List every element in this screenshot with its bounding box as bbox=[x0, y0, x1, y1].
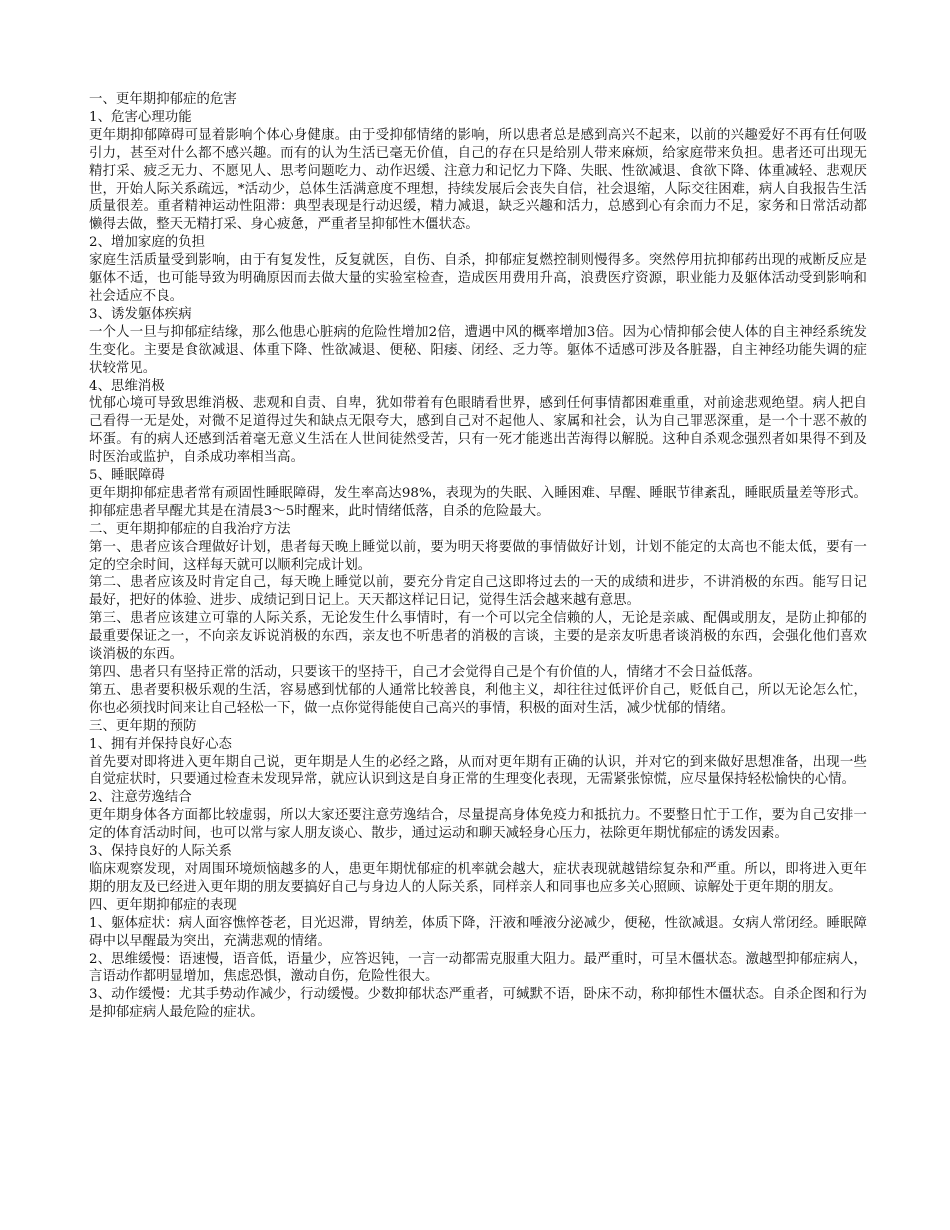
subsection-heading: 5、睡眠障碍 bbox=[89, 468, 165, 484]
paragraph: 3、动作缓慢：尤其手势动作减少，行动缓慢。少数抑郁状态严重者，可缄默不语，卧床不动，称抑郁性木僵状态。自杀企图和行为是抑郁症病人最危险的症状。 bbox=[89, 987, 867, 1021]
paragraph: 忧郁心境可导致思维消极、悲观和自责、自卑，犹如带着有色眼睛看世界，感到任何事情都困难重重，对前途悲观绝望。病人把自己看得一无是处，对微不足道得过失和缺点无限夸大，感到自己对不起他人、家属和社会，认为自己罪恶深重，是一个十恶不赦的坏蛋。有的病人还感到活着毫无意义生活在人世间徒然受苦，只有一死才能逃出苦海得以解脱。这种自杀观念强烈者如果得不到及时医治或监护，自杀成功率相当高。 bbox=[89, 396, 867, 466]
section-heading: 三、更年期的预防 bbox=[89, 718, 197, 734]
paragraph: 第一、患者应该合理做好计划，患者每天晚上睡觉以前，要为明天将要做的事情做好计划，计划不能定的太高也不能太低，要有一定的空余时间，这样每天就可以顺利完成计划。 bbox=[89, 539, 867, 573]
paragraph: 第四、患者只有坚持正常的活动，只要该干的坚持干，自己才会觉得自己是个有价值的人，情绪才不会日益低落。 bbox=[89, 665, 762, 680]
paragraph: 1、躯体症状：病人面容憔悴苍老，目光迟滞，胃纳差，体质下降，汗液和唾液分泌减少，便秘，性欲减退。女病人常闭经。睡眠障碍中以早醒最为突出，充满悲观的情绪。 bbox=[89, 915, 867, 949]
paragraph: 一个人一旦与抑郁症结缘，那么他患心脏病的危险性增加2倍，遭遇中风的概率增加3倍。因为心情抑郁会使人体的自主神经系统发生变化。主要是食欲减退、体重下降、性欲减退、便秘、阳痿、闭经、乏力等。躯体不适感可涉及各脏器，自主神经功能失调的症状较常见。 bbox=[89, 324, 867, 376]
subsection-heading: 1、危害心理功能 bbox=[89, 109, 192, 125]
paragraph: 更年期抑郁症患者常有顽固性睡眠障碍，发生率高达98%，表现为的失眠、入睡困难、早醒、睡眠节律紊乱，睡眠质量差等形式。抑郁症患者早醒尤其是在清晨3～5时醒来，此时情绪低落，自杀的危险最大。 bbox=[89, 485, 867, 519]
paragraph: 更年期身体各方面都比较虚弱，所以大家还要注意劳逸结合，尽量提高身体免疫力和抵抗力。不要整日忙于工作，要为自己安排一定的体育活动时间，也可以常与家人朋友谈心、散步，通过运动和聊天减轻身心压力，祛除更年期忧郁症的诱发因素。 bbox=[89, 808, 867, 842]
paragraph: 2、思维缓慢：语速慢，语音低，语量少，应答迟钝，一言一动都需克服重大阻力。最严重时，可呈木僵状态。激越型抑郁症病人，言语动作都明显增加，焦虑恐惧，激动自伤，危险性很大。 bbox=[89, 951, 867, 985]
section-heading: 二、更年期抑郁症的自我治疗方法 bbox=[89, 521, 291, 537]
section-heading: 一、更年期抑郁症的危害 bbox=[89, 92, 237, 107]
subsection-heading: 2、注意劳逸结合 bbox=[89, 790, 192, 806]
paragraph: 临床观察发现，对周围环境烦恼越多的人，患更年期忧郁症的机率就会越大，症状表现就越错综复杂和严重。所以，即将进入更年期的朋友及已经进入更年期的朋友要搞好自己与身边人的人际关系，同样亲人和同事也应多关心照顾、谅解处于更年期的朋友。 bbox=[89, 861, 867, 895]
subsection-heading: 2、增加家庭的负担 bbox=[89, 235, 206, 251]
paragraph: 家庭生活质量受到影响，由于有复发性，反复就医，自伤、自杀，抑郁症复燃控制则慢得多。突然停用抗抑郁药出现的戒断反应是躯体不适，也可能导致为明确原因而去做大量的实验室检查，造成医用费用升高，浪费医疗资源，职业能力及躯体活动受到影响和社会适应不良。 bbox=[89, 253, 867, 304]
subsection-heading: 3、保持良好的人际关系 bbox=[89, 844, 232, 860]
subsection-heading: 4、思维消极 bbox=[89, 378, 165, 394]
paragraph: 首先要对即将进入更年期自己说，更年期是人生的必经之路，从而对更年期有正确的认识，并对它的到来做好思想准备，出现一些自觉症状时，只要通过检查未发现异常，就应认识到这是自身正常的生理变化表现，无需紧张惊慌，应尽量保持轻松愉快的心情。 bbox=[89, 754, 867, 788]
paragraph: 第二、患者应该及时肯定自己，每天晚上睡觉以前，要充分肯定自己这即将过去的一天的成绩和进步，不讲消极的东西。能写日记最好，把好的体验、进步、成绩记到日记上。天天都这样记日记，觉得生活会越来越有意思。 bbox=[89, 575, 867, 609]
paragraph: 第五、患者要积极乐观的生活，容易感到忧郁的人通常比较善良，利他主义，却往往过低评价自己，贬低自己，所以无论怎么忙，你也必须找时间来让自己轻松一下，做一点你觉得能使自己高兴的事情，积极的面对生活，减少忧郁的情绪。 bbox=[89, 682, 867, 716]
paragraph: 第三、患者应该建立可靠的人际关系，无论发生什么事情时，有一个可以完全信赖的人，无论是亲戚、配偶或朋友，是防止抑郁的最重要保证之一，不向亲友诉说消极的东西，亲友也不听患者的消极的言谈，主要的是亲友听患者谈消极的东西，会强化他们喜欢谈消极的东西。 bbox=[89, 611, 867, 663]
document-body bbox=[89, 91, 867, 1022]
subsection-heading: 1、拥有并保持良好心态 bbox=[89, 736, 232, 752]
section-heading: 四、更年期抑郁症的表现 bbox=[89, 897, 237, 913]
paragraph: 更年期抑郁障碍可显着影响个体心身健康。由于受抑郁情绪的影响，所以患者总是感到高兴不起来，以前的兴趣爱好不再有任何吸引力，甚至对什么都不感兴趣。而有的认为生活已毫无价值，自己的存在只是给别人带来麻烦，给家庭带来负担。患者还可出现无精打采、疲乏无力、不愿见人、思考问题吃力、动作迟缓、注意力和记忆力下降、失眠、性欲减退、食欲下降、体重减轻、悲观厌世，开始人际关系疏远，*活动少，总体生活满意度不理想，持续发展后会丧失自信，社会退缩，人际交往困难，病人自我报告生活质量很差。重者精神运动性阻滞：典型表现是行动迟缓，精力减退，缺乏兴趣和活力，总感到心有余而力不足，家务和日常活动都懒得去做，整天无精打采、身心疲惫，严重者呈抑郁性木僵状态。 bbox=[89, 127, 867, 233]
subsection-heading: 3、诱发躯体疾病 bbox=[89, 306, 192, 322]
